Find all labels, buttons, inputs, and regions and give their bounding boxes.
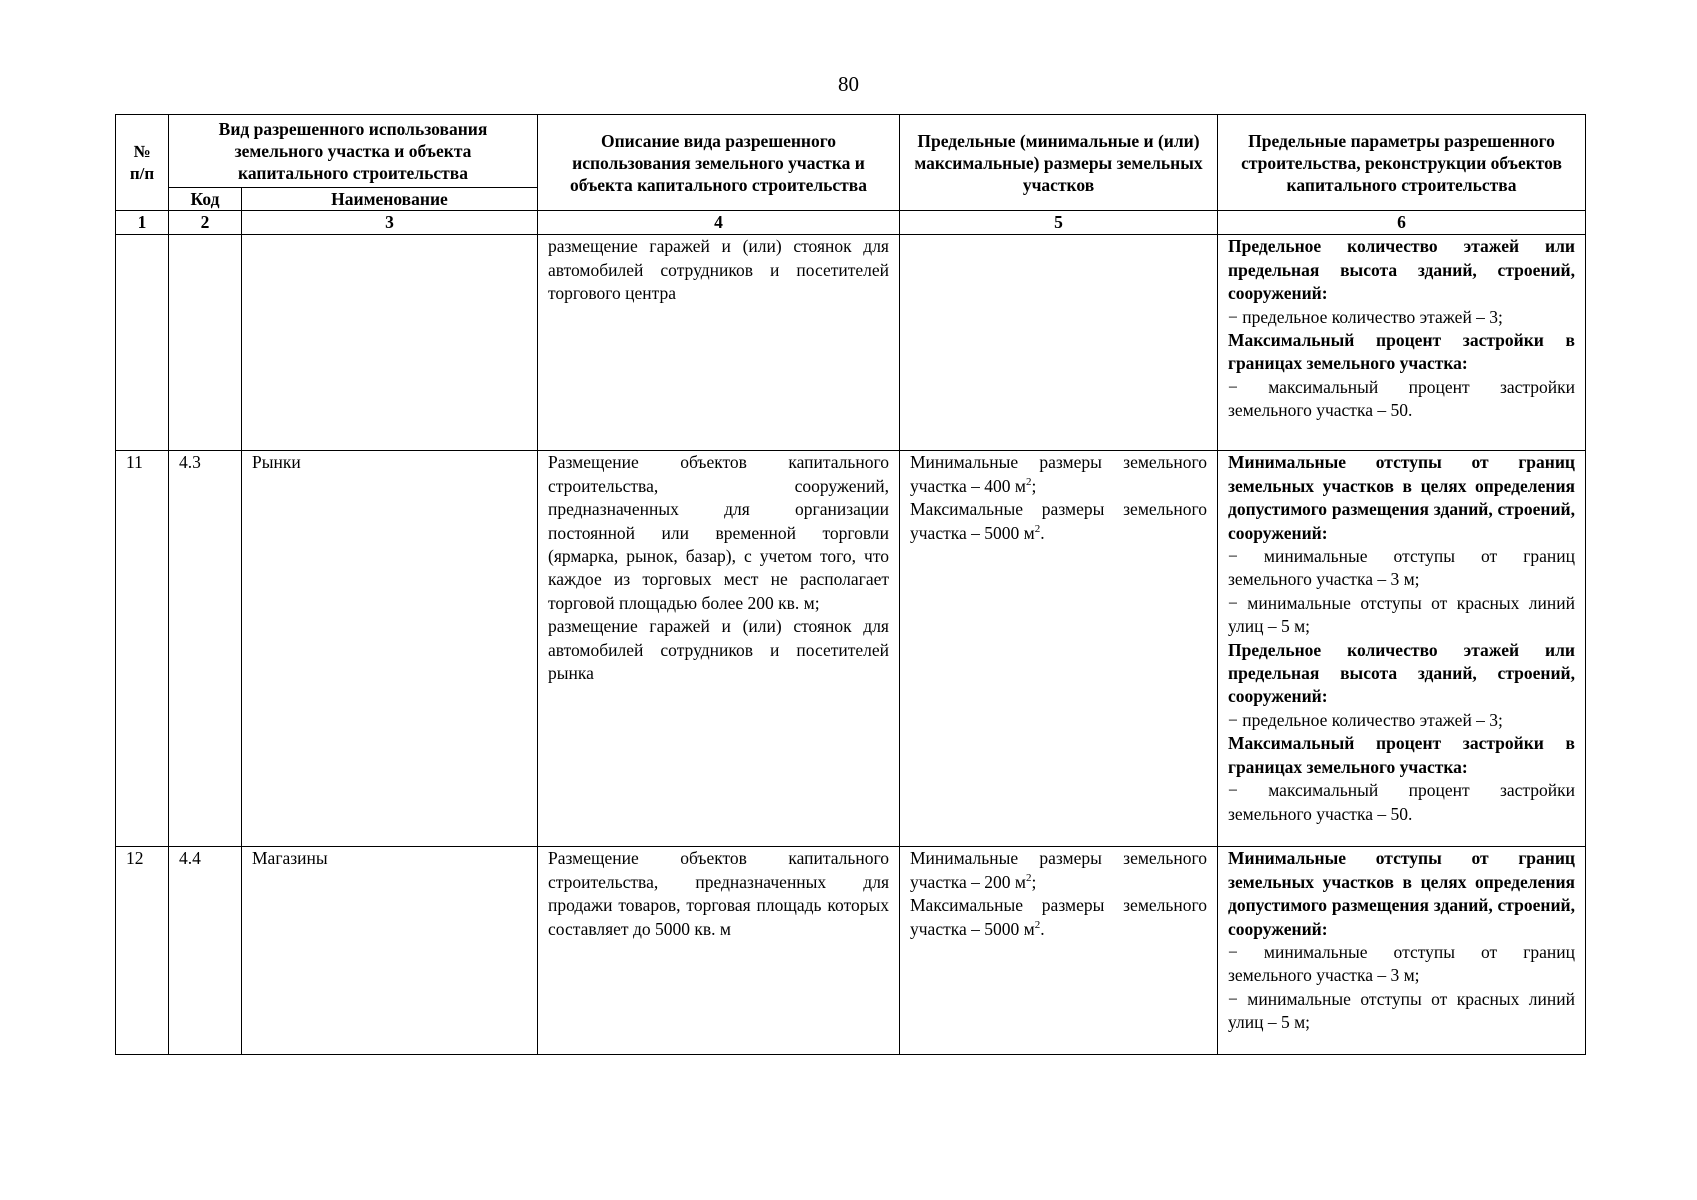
row-code	[169, 235, 242, 451]
description-paragraph: Размещение объектов капитального строительства, сооружений, предназначенных для организации постоянной или временной торговли (ярмарка, рынок, базар), с учетом того, что каждое из торговых мест не располагает торговой площадью более 200 кв. м;	[548, 452, 889, 613]
params-heading: Предельное количество этажей или предельная высота зданий, строений, сооружений:	[1228, 639, 1575, 707]
params-item: − максимальный процент застройки земельного участка – 50.	[1228, 376, 1575, 421]
header-code: Код	[169, 188, 242, 211]
params-heading: Предельное количество этажей или предельная высота зданий, строений, сооружений:	[1228, 236, 1575, 304]
row-description: размещение гаражей и (или) стоянок для автомобилей сотрудников и посетителей торгового центра	[538, 235, 900, 451]
row-name: Магазины	[242, 847, 538, 1055]
params-item: − максимальный процент застройки земельного участка – 50.	[1228, 780, 1575, 824]
header-description: Описание вида разрешенного использования земельного участка и объекта капитального строительства	[538, 115, 900, 211]
row-number	[116, 235, 169, 451]
column-number: 4	[538, 211, 900, 235]
page-number: 80	[838, 72, 859, 96]
column-number: 2	[169, 211, 242, 235]
column-number: 3	[242, 211, 538, 235]
row-sizes	[900, 847, 1218, 1055]
column-number: 6	[1218, 211, 1586, 235]
params-heading: Минимальные отступы от границ земельных участков в целях определения допустимого размещения зданий, строений, сооружений:	[1228, 848, 1575, 939]
params-heading: Максимальный процент застройки в границах земельного участка:	[1228, 733, 1575, 777]
params-item: − минимальные отступы от красных линий улиц – 5 м;	[1228, 988, 1575, 1033]
row-sizes	[900, 235, 1218, 451]
table-row	[116, 235, 1586, 451]
min-size: Минимальные размеры земельного участка – 200 $м^2$;	[910, 848, 1207, 892]
row-description	[538, 451, 900, 847]
row-number: 12	[116, 847, 169, 1055]
row-number: 11	[116, 451, 169, 847]
land-use-table	[115, 114, 1586, 1055]
header-row	[116, 115, 1586, 188]
row-sizes	[900, 451, 1218, 847]
row-name	[242, 235, 538, 451]
row-params	[1218, 451, 1586, 847]
max-size: Максимальные размеры земельного участка – 5000 $м^2$.	[910, 499, 1207, 543]
params-item: − предельное количество этажей – 3;	[1228, 709, 1503, 730]
params-heading: Максимальный процент застройки в границах земельного участка:	[1228, 330, 1575, 374]
min-size: Минимальные размеры земельного участка – 400 $м^2$;	[910, 452, 1207, 496]
table-row	[116, 451, 1586, 847]
header-name: Наименование	[242, 188, 538, 211]
params-item: − минимальные отступы от границ земельного участка – 3 м;	[1228, 546, 1575, 590]
header-group: Вид разрешенного использования земельного участка и объекта капитального строительства	[169, 115, 538, 188]
table-row	[116, 847, 1586, 1055]
header-number: № п/п	[116, 115, 169, 211]
header-params: Предельные параметры разрешенного строительства, реконструкции объектов капитального строительства	[1218, 115, 1586, 211]
params-item: − предельное количество этажей – 3;	[1228, 306, 1503, 327]
description-paragraph: размещение гаражей и (или) стоянок для автомобилей сотрудников и посетителей рынка	[548, 616, 889, 684]
column-number: 1	[116, 211, 169, 235]
row-params	[1218, 235, 1586, 451]
header-sizes: Предельные (минимальные и (или) максимальные) размеры земельных участков	[900, 115, 1218, 211]
row-description: Размещение объектов капитального строительства, предназначенных для продажи товаров, торговая площадь которых составляет до 5000 кв. м	[538, 847, 900, 1055]
params-item: − минимальные отступы от границ земельного участка – 3 м;	[1228, 942, 1575, 986]
params-item: − минимальные отступы от красных линий улиц – 5 м;	[1228, 592, 1575, 637]
row-params	[1218, 847, 1586, 1055]
column-number: 5	[900, 211, 1218, 235]
row-code: 4.4	[169, 847, 242, 1055]
column-number-row	[116, 211, 1586, 235]
params-heading: Минимальные отступы от границ земельных участков в целях определения допустимого размещения зданий, строений, сооружений:	[1228, 452, 1575, 543]
max-size: Максимальные размеры земельного участка – 5000 $м^2$.	[910, 895, 1207, 939]
row-name: Рынки	[242, 451, 538, 847]
row-code: 4.3	[169, 451, 242, 847]
